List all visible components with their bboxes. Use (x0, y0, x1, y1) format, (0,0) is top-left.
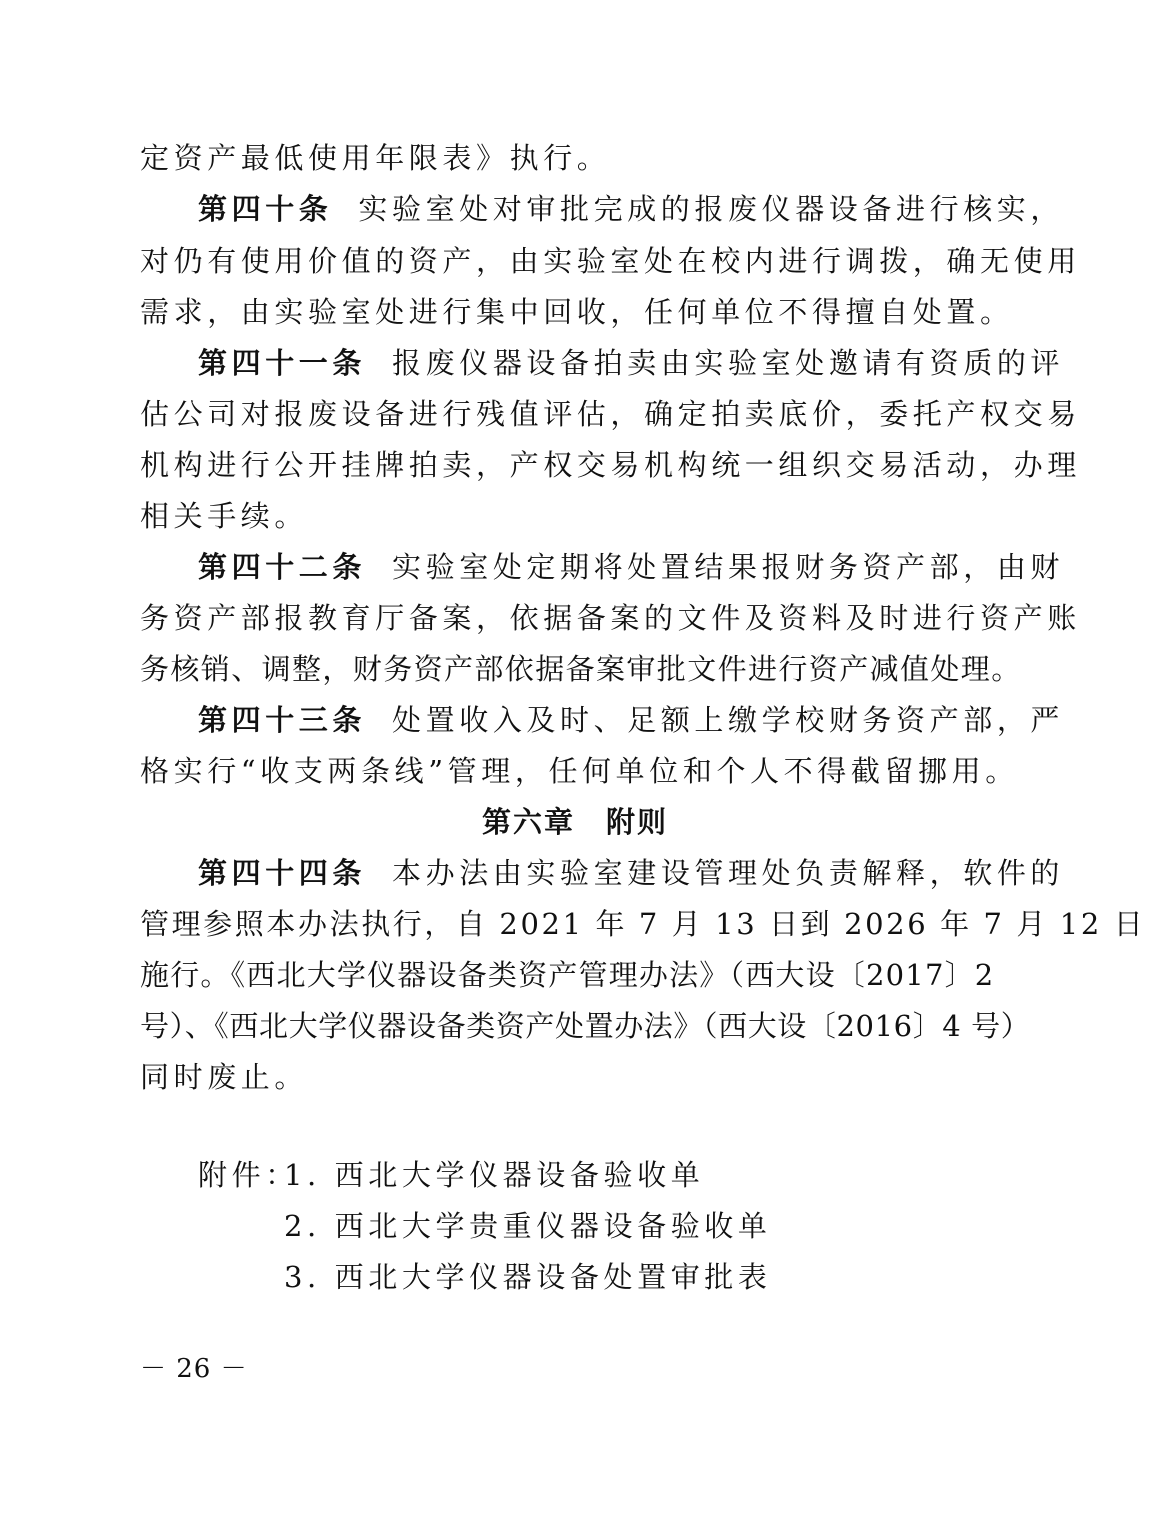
article-44-line-2: 施行。《西北大学仪器设备类资产管理办法》（西大设〔2017〕2 (140, 958, 995, 992)
article-42-first-line (198, 542, 1065, 593)
article-44-line-3: 号）、《西北大学仪器设备类资产处置办法》（西大设〔2016〕4 号） (140, 1009, 1031, 1043)
article-42-line-2: 务核销、调整，财务资产部依据备案审批文件进行资产减值处理。 (140, 652, 1022, 686)
article-41-line-2: 机构进行公开挂牌拍卖，产权交易机构统一组织交易活动，办理 (140, 448, 1081, 482)
page-number: － 26 － (140, 1354, 248, 1384)
article-44-line-1: 管理参照本办法执行，自 2021 年 7 月 13 日到 2026 年 7 月 12 日 (140, 907, 1146, 941)
article-41-line-1: 估公司对报废设备进行残值评估，确定拍卖底价，委托产权交易 (140, 397, 1081, 431)
attachment-item-3: 3. 西北大学仪器设备处置审批表 (284, 1260, 772, 1294)
article-41-label: 第四十一条 (198, 346, 367, 380)
article-40-text: 实验室处对审批完成的报废仪器设备进行核实， (358, 192, 1065, 226)
article-40-first-line (198, 184, 1065, 235)
article-40-line-2: 需求，由实验室处进行集中回收，任何单位不得擅自处置。 (140, 295, 1014, 329)
article-42-line-1: 务资产部报教育厅备案，依据备案的文件及资料及时进行资产账 (140, 601, 1081, 635)
article-44-first-line (198, 848, 1065, 899)
article-43-line-1: 格实行“收支两条线”管理，任何单位和个人不得截留挪用。 (140, 754, 1019, 788)
article-40-label: 第四十条 (198, 192, 333, 226)
attachment-item-1: 1. 西北大学仪器设备验收单 (284, 1158, 705, 1192)
article-41-first-line (198, 338, 1065, 389)
attachment-item-2: 2. 西北大学贵重仪器设备验收单 (284, 1209, 772, 1243)
intro-line: 定资产最低使用年限表》执行。 (140, 141, 611, 175)
article-44-line-4: 同时废止。 (140, 1060, 309, 1094)
article-44-text: 本办法由实验室建设管理处负责解释，软件的 (392, 856, 1065, 890)
attachments-label: 附件： (198, 1158, 299, 1192)
article-42-label: 第四十二条 (198, 550, 367, 584)
chapter-title: 第六章 附则 (481, 805, 668, 839)
article-42-text: 实验室处定期将处置结果报财务资产部，由财 (392, 550, 1065, 584)
article-43-label: 第四十三条 (198, 703, 367, 737)
article-40-line-1: 对仍有使用价值的资产，由实验室处在校内进行调拨，确无使用 (140, 244, 1081, 278)
article-43-first-line (198, 695, 1065, 746)
article-43-text: 处置收入及时、足额上缴学校财务资产部，严 (392, 703, 1065, 737)
article-41-text: 报废仪器设备拍卖由实验室处邀请有资质的评 (392, 346, 1065, 380)
article-41-line-3: 相关手续。 (140, 499, 309, 533)
article-44-label: 第四十四条 (198, 856, 367, 890)
